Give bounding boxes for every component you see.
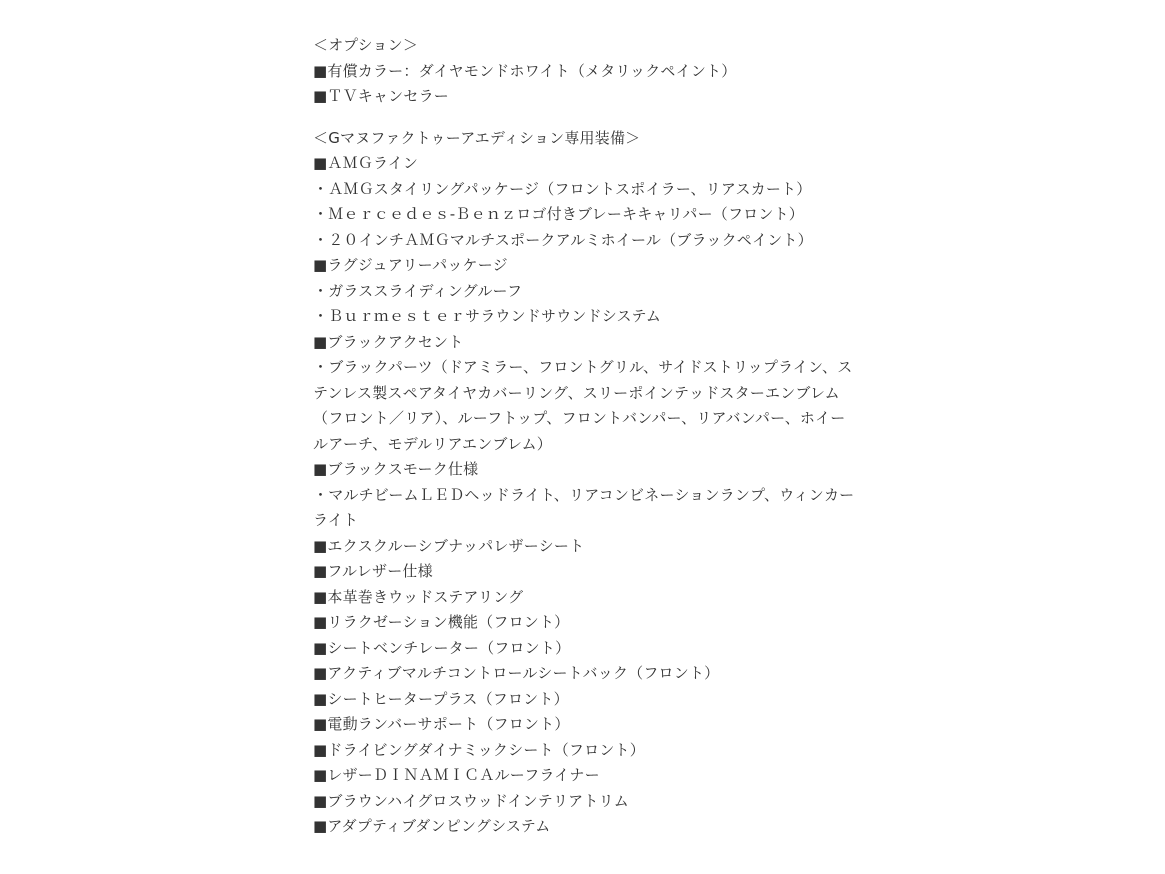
- list-item: ■エクスクルーシブナッパレザーシート: [313, 536, 585, 555]
- list-item: ■シートベンチレーター（フロント）: [313, 638, 571, 657]
- list-item: ・ガラススライディングルーフ: [313, 281, 523, 300]
- list-item: ■ドライビングダイナミックシート（フロント）: [313, 740, 645, 759]
- list-item: ・２０インチＡＭＧマルチスポークアルミホイール（ブラックペイント）: [313, 230, 813, 249]
- section-heading: ＜オプション＞: [313, 36, 419, 54]
- list-item: ■リラクゼーション機能（フロント）: [313, 613, 570, 631]
- options-section: [313, 33, 858, 110]
- list-item: ・ＡＭＧスタイリングパッケージ（フロントスポイラー、リアスカート）: [313, 179, 812, 198]
- list-item: ■本革巻きウッドステアリング: [313, 587, 524, 606]
- list-item: ■ブラックスモーク仕様: [313, 460, 479, 478]
- list-item: ■アクティブマルチコントロールシートバック（フロント）: [313, 664, 720, 682]
- list-item: ■ＴＶキャンセラー: [313, 87, 449, 105]
- edition-equipment-section: [313, 126, 858, 840]
- list-item: ■レザーＤＩＮＡＭＩＣＡルーフライナー: [313, 766, 600, 784]
- list-item: ・ブラックパーツ（ドアミラー、フロントグリル、サイドストリップライン、ステンレス製スペアタイヤカバーリング、スリーポインテッドスターエンブレム（フロント／リア）、ルーフトップ、フロントバンパー、リアバンパー、ホイールアーチ、モデルリアエンブレム）: [313, 358, 853, 453]
- list-item: ・Ｂｕｒｍｅｓｔｅｒサラウンドサウンドシステム: [313, 307, 662, 325]
- list-item: ■シートヒータープラス（フロント）: [313, 689, 569, 708]
- list-item: ■フルレザー仕様: [313, 562, 433, 580]
- document-body: [313, 33, 858, 840]
- list-item: ・Ｍｅｒｃｅｄｅｓ-Ｂｅｎｚロゴ付きブレーキキャリパー（フロント）: [313, 205, 804, 223]
- list-item: ■電動ランバーサポート（フロント）: [313, 715, 570, 733]
- list-item: ■ブラックアクセント: [313, 332, 464, 351]
- list-item: ■ブラウンハイグロスウッドインテリアトリム: [313, 791, 629, 810]
- section-heading: ＜Gマヌファクトゥーアエディション専用装備＞: [313, 128, 641, 147]
- list-item: ■ＡＭＧライン: [313, 154, 419, 172]
- list-item: ■アダプティブダンピングシステム: [313, 817, 551, 835]
- list-item: ・マルチビームＬＥＤヘッドライト、リアコンビネーションランプ、ウィンカーライト: [313, 485, 855, 529]
- list-item: ■有償カラー：ダイヤモンドホワイト（メタリックペイント）: [313, 61, 737, 80]
- list-item: ■ラグジュアリーパッケージ: [313, 256, 508, 274]
